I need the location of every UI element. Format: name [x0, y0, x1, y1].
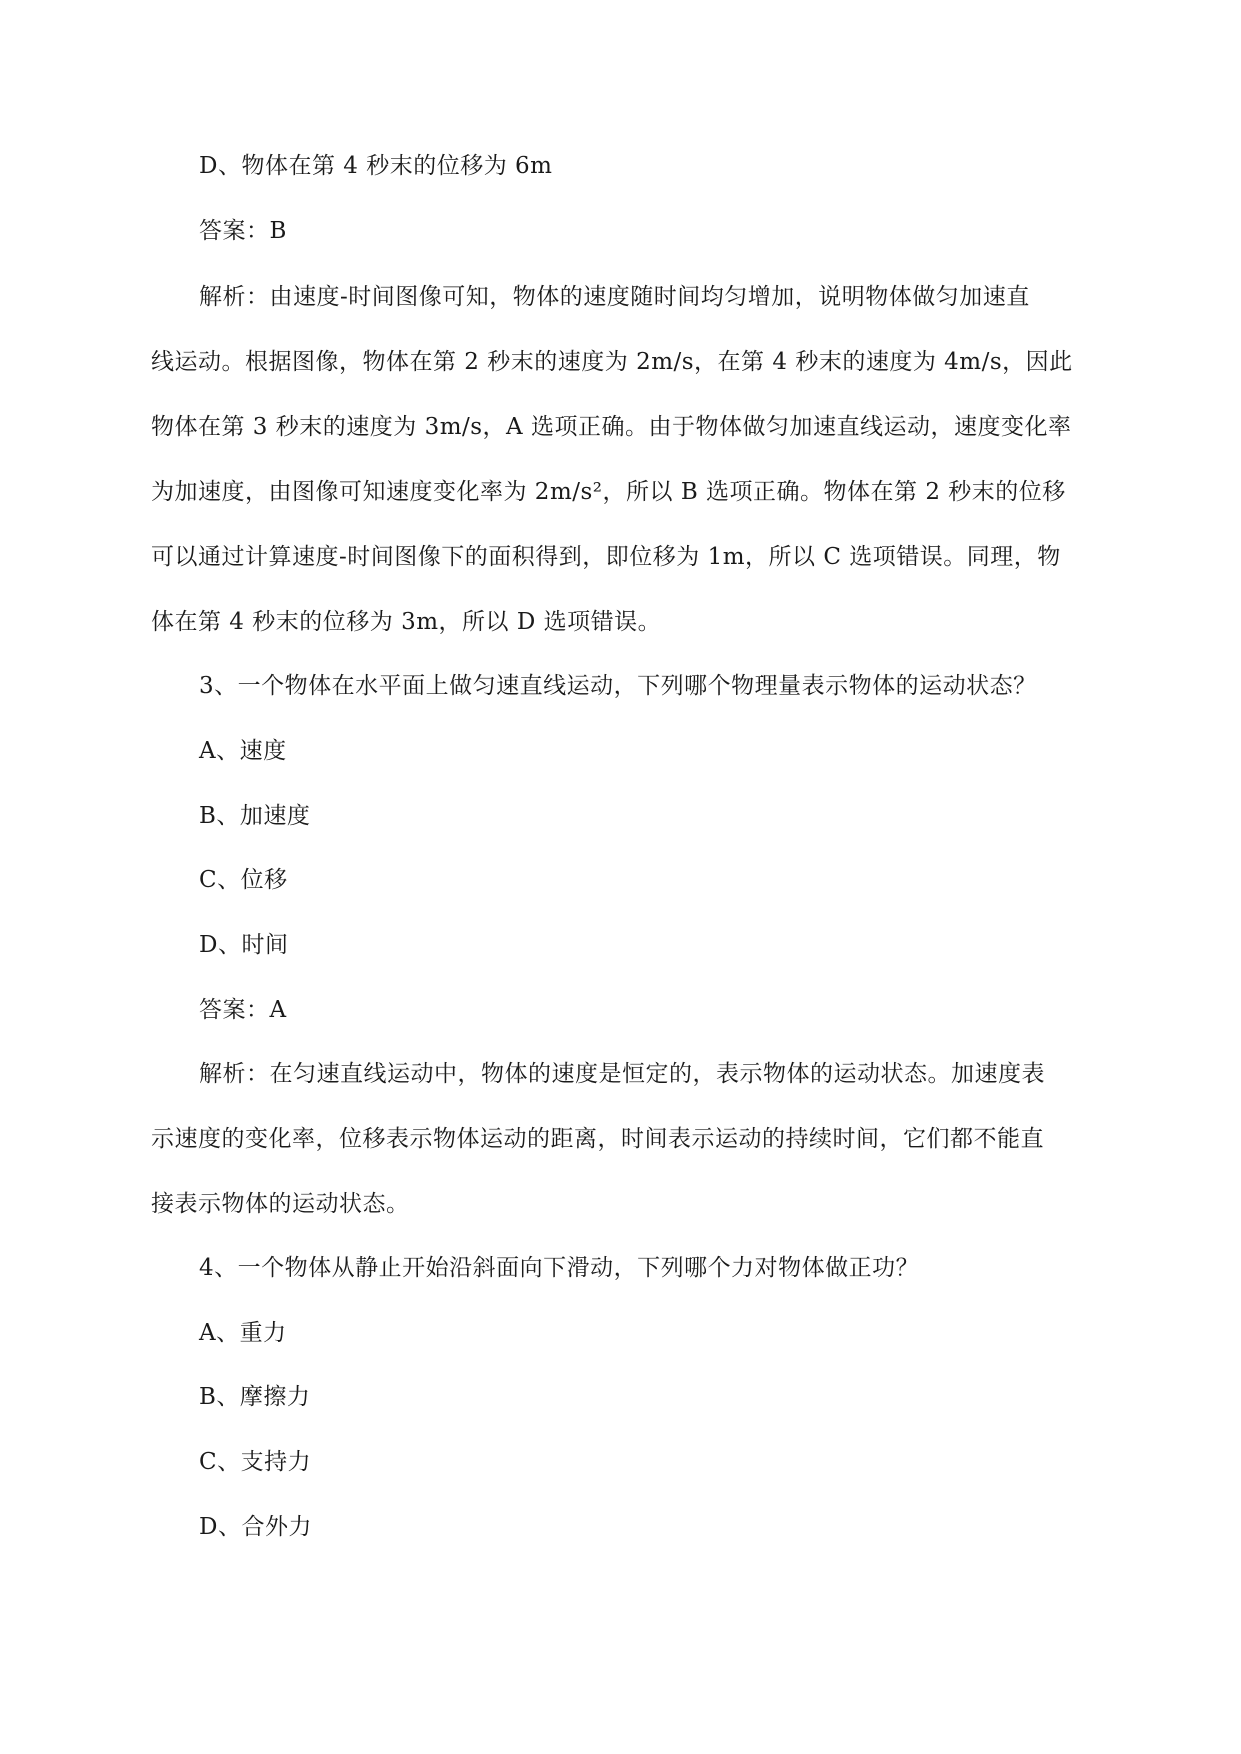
- q3-option-b: B、加速度: [199, 803, 311, 829]
- q2-option-d: D、物体在第 4 秒末的位移为 6m: [199, 153, 553, 179]
- q3-question: 3、一个物体在水平面上做匀速直线运动，下列哪个物理量表示物体的运动状态？: [199, 673, 1037, 699]
- q2-answer: 答案：B: [199, 218, 287, 244]
- q2-analysis-line: 可以通过计算速度-时间图像下的面积得到，即位移为 1m，所以 C 选项错误。同理，物: [151, 544, 1061, 570]
- q2-analysis-line: 为加速度，由图像可知速度变化率为 2m/s²，所以 B 选项正确。物体在第 2 秒末的位移: [151, 479, 1066, 505]
- q4-option-a: A、重力: [199, 1320, 287, 1346]
- q4-option-c: C、支持力: [199, 1449, 312, 1475]
- q4-question: 4、一个物体从静止开始沿斜面向下滑动，下列哪个力对物体做正功？: [199, 1255, 920, 1281]
- q2-analysis-line: 解析：由速度-时间图像可知，物体的速度随时间均匀增加，说明物体做匀加速直: [199, 284, 1030, 310]
- q3-analysis-line: 示速度的变化率，位移表示物体运动的距离，时间表示运动的持续时间，它们都不能直: [151, 1126, 1044, 1152]
- q2-analysis-line: 体在第 4 秒末的位移为 3m，所以 D 选项错误。: [151, 609, 662, 635]
- q4-option-d: D、合外力: [199, 1514, 312, 1540]
- q2-analysis-line: 物体在第 3 秒末的速度为 3m/s，A 选项正确。由于物体做匀加速直线运动，速度变化率: [151, 414, 1072, 440]
- q2-analysis-line: 线运动。根据图像，物体在第 2 秒末的速度为 2m/s，在第 4 秒末的速度为 4m/s，因此: [151, 349, 1073, 375]
- q3-analysis-line: 解析：在匀速直线运动中，物体的速度是恒定的，表示物体的运动状态。加速度表: [199, 1061, 1045, 1087]
- q3-option-a: A、速度: [199, 738, 287, 764]
- q3-analysis-line: 接表示物体的运动状态。: [151, 1191, 410, 1217]
- q4-option-b: B、摩擦力: [199, 1384, 311, 1410]
- q3-option-d: D、时间: [199, 932, 289, 958]
- q3-option-c: C、位移: [199, 867, 288, 893]
- q3-answer: 答案：A: [199, 997, 287, 1023]
